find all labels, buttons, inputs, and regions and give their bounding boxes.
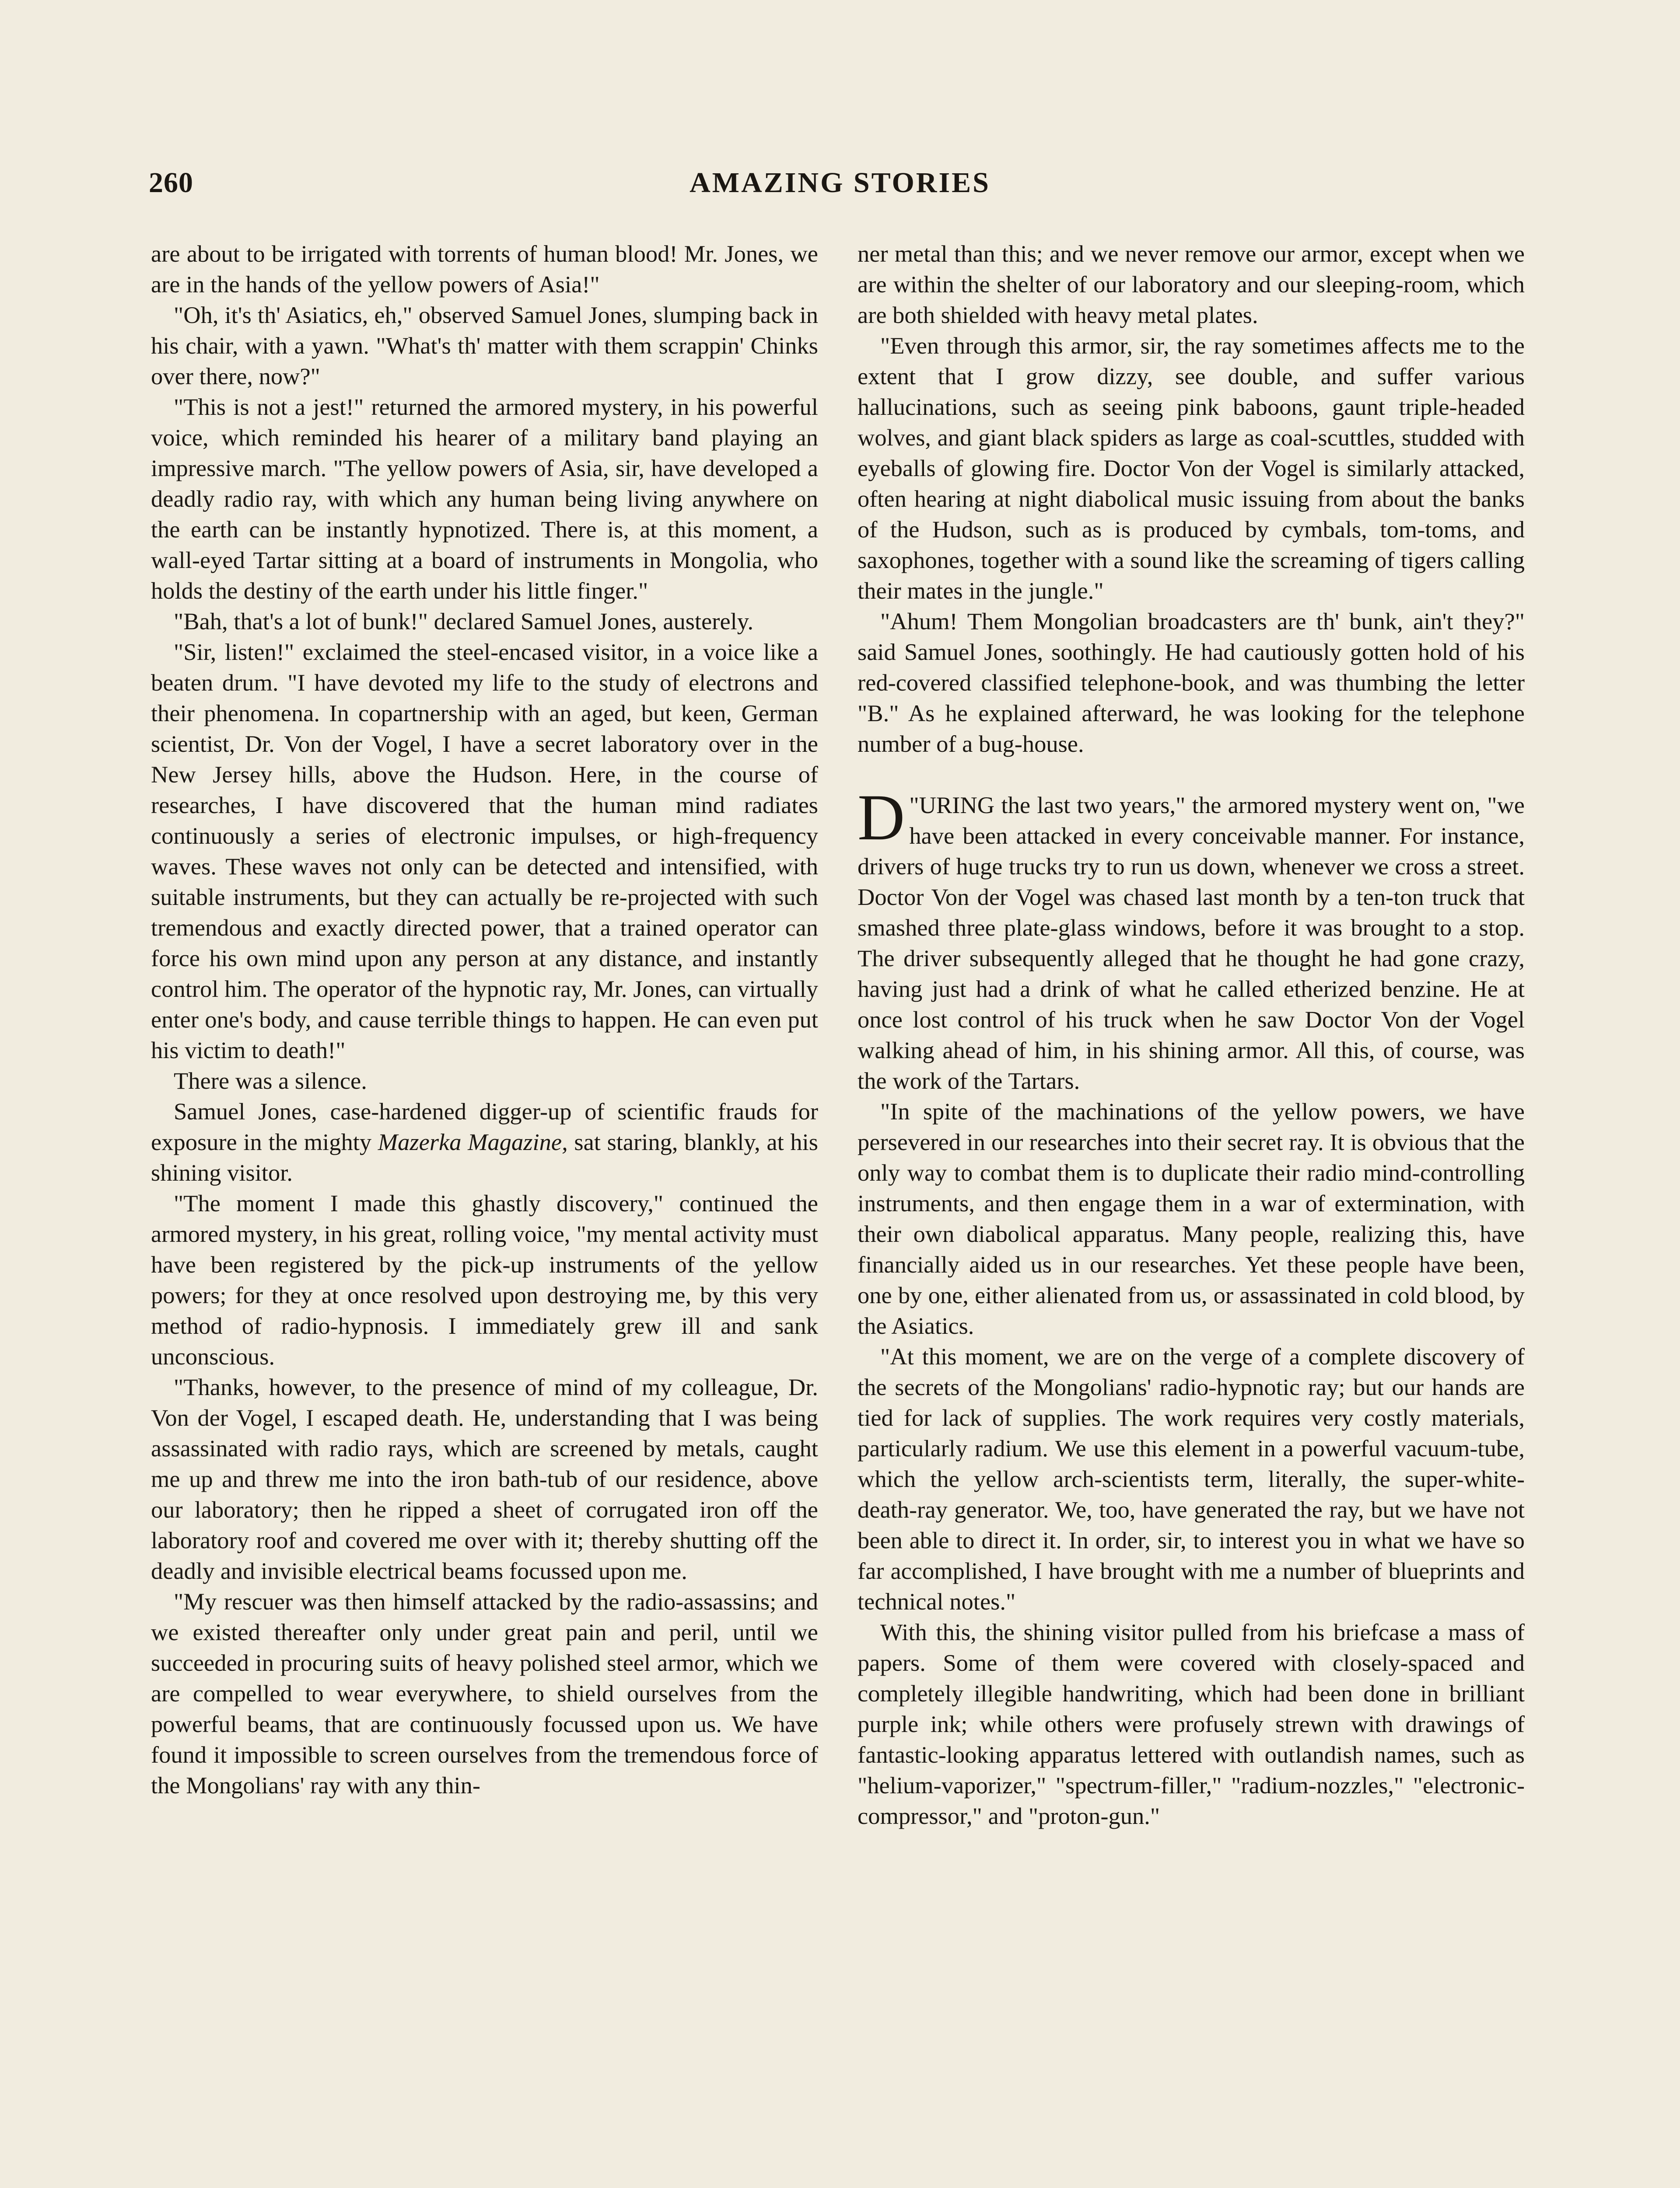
paragraph: "This is not a jest!" returned the armored mystery, in his powerful voice, which reminded his hearer of a military band playing an impressive march. "The yellow powers of Asia, sir, have developed a deadly radio ray, with which any human being living anywhere on the earth can be instantly hypnotized. There is, at this moment, a wall-eyed Tartar sitting at a board of instruments in Mongolia, who holds the destiny of the earth under his little finger." (151, 393, 818, 604)
right-text-column (858, 238, 1525, 2186)
paragraph-text: URING the last two years," the armored mystery went on, "we have been attacked in every conceivable manner. For instance, drivers of huge trucks try to run us down, whenever we cross a street. Doctor Von der Vogel was chased last month by a ten-ton truck that smashed three plate-glass windows, before it was brought to a stop. The driver subsequently alleged that he thought he had gone crazy, having just had a drink of what he called etherized benzine. He at once lost control of his truck when he saw Doctor Von der Vogel walking ahead of him, in his shining armor. All this, of course, was the work of the Tartars. (858, 792, 1525, 1094)
paragraph: There was a silence. (174, 1067, 367, 1094)
magazine-name-italic: Mazerka Magazine, (378, 1129, 568, 1155)
paragraph-text: Samuel Jones, case-hardened digger-up of scientific frauds for exposure in the mighty (151, 1098, 818, 1155)
section-opening-paragraph (858, 781, 1525, 1096)
paragraph: "Thanks, however, to the presence of mind of my colleague, Dr. Von der Vogel, I escaped death. He, understanding that I was being assassinated with radio rays, which are screened by metals, caught me up and threw me into the iron bath-tub of our residence, above our laboratory; then he ripped a sheet of corrugated iron off the laboratory roof and covered me over with it; thereby shutting off the deadly and invisible electrical beams focussed upon me. (151, 1374, 818, 1584)
paragraph: With this, the shining visitor pulled from his briefcase a mass of papers. Some of them were covered with closely-spaced and completely illegible handwriting, which had been done in brilliant purple ink; while others were profusely strewn with drawings of fantastic-looking apparatus lettered with outlandish names, such as "helium-vaporizer," "spectrum-filler," "radium-nozzles," "electronic-compressor," and "proton-gun." (858, 1619, 1525, 1829)
paragraph: "Even through this armor, sir, the ray sometimes affects me to the extent that I grow dizzy, see double, and suffer various hallucinations, such as seeing pink baboons, gaunt triple-headed wolves, and giant black spiders as large as coal-scuttles, studded with eyeballs of glowing fire. Doctor Von der Vogel is similarly attacked, often hearing at night diabolical music issuing from about the banks of the Hudson, such as is produced by cymbals, tom-toms, and saxophones, together with a sound like the screaming of tigers calling their mates in the jungle." (858, 332, 1525, 604)
opening-quote: " (909, 792, 919, 818)
drop-cap-letter: D (858, 781, 905, 854)
paragraph: are about to be irrigated with torrents of human blood! Mr. Jones, we are in the hands of the yellow powers of Asia!" (151, 240, 818, 298)
paragraph: "Oh, it's th' Asiatics, eh," observed Samuel Jones, slumping back in his chair, with a yawn. "What's th' matter with them scrappin' Chinks over there, now?" (151, 302, 818, 389)
paragraph: "Bah, that's a lot of bunk!" declared Samuel Jones, austerely. (174, 608, 754, 635)
running-head-title: AMAZING STORIES (690, 167, 990, 199)
paragraph (151, 1096, 818, 1188)
paragraph: ner metal than this; and we never remove our armor, except when we are within the shelter of our laboratory and our sleeping-room, which are both shielded with heavy metal plates. (858, 240, 1525, 328)
paragraph: "In spite of the machinations of the yellow powers, we have persevered in our researches into their secret ray. It is obvious that the only way to combat them is to duplicate their radio mind-controlling instruments, and then engage them in a war of extermination, with their own diabolical apparatus. Many people, realizing this, have financially aided us in our researches. Yet these people have been, one by one, either alienated from us, or assassinated in cold blood, by the Asiatics. (858, 1098, 1525, 1339)
paragraph: "My rescuer was then himself attacked by the radio-assassins; and we existed thereafter only under great pain and peril, until we succeeded in procuring suits of heavy polished steel armor, which we are compelled to wear everywhere, to shield ourselves from the powerful beams, that are continuously focussed upon us. We have found it impossible to screen ourselves from the tremendous force of the Mongolians' ray with any thin- (151, 1588, 818, 1799)
paragraph: "Sir, listen!" exclaimed the steel-encased visitor, in a voice like a beaten drum. "I have devoted my life to the study of electrons and their phenomena. In copartnership with an aged, but keen, German scientist, Dr. Von der Vogel, I have a secret laboratory over in the New Jersey hills, above the Hudson. Here, in the course of researches, I have discovered that the human mind radiates continuously a series of electronic impulses, or high-frequency waves. These waves not only can be detected and intensified, with suitable instruments, but they can actually be re-projected with such tremendous and exactly directed power, that a trained operator can force his own mind upon any person at any distance, and instantly control him. The operator of the hypnotic ray, Mr. Jones, can virtually enter one's body, and cause terrible things to happen. He can even put his victim to death!" (151, 638, 818, 1063)
paragraph: "At this moment, we are on the verge of a complete discovery of the secrets of the Mongolians' radio-hypnotic ray; but our hands are tied for lack of supplies. The work requires very costly materials, particularly radium. We use this element in a powerful vacuum-tube, which the yellow arch-scientists term, literally, the super-white-death-ray generator. We, too, have generated the ray, but we have not been able to direct it. In order, sir, to interest you in what we have so far accomplished, I have brought with me a number of blueprints and technical notes." (858, 1343, 1525, 1615)
paragraph: "The moment I made this ghastly discovery," continued the armored mystery, in his great, rolling voice, "my mental activity must have been registered by the pick-up instruments of the yellow powers; for they at once resolved upon destroying me, by this very method of radio-hypnosis. I immediately grew ill and sank unconscious. (151, 1190, 818, 1370)
paragraph-text: sat staring, blankly, at his shining visitor. (151, 1129, 818, 1186)
page-number: 260 (149, 167, 193, 199)
left-text-column (151, 238, 818, 2186)
paragraph: "Ahum! Them Mongolian broadcasters are th' bunk, ain't they?" said Samuel Jones, soothingly. He had cautiously gotten hold of his red-covered classified telephone-book, and was thumbing the letter "B." As he explained afterward, he was looking for the telephone number of a bug-house. (858, 608, 1525, 757)
